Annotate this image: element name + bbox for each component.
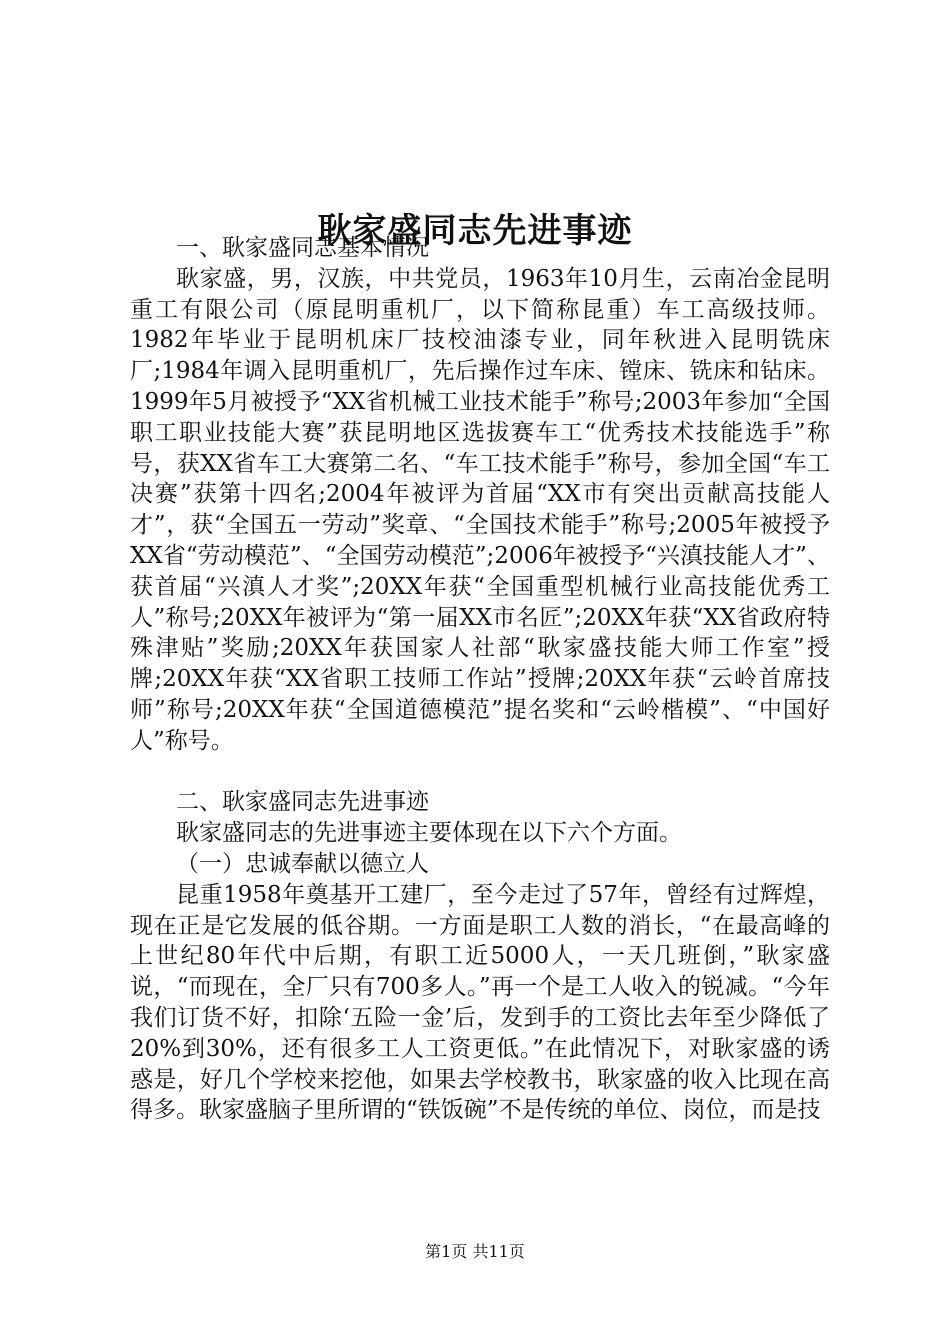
section-2-intro: 耿家盛同志的先进事迹主要体现在以下六个方面。 (176, 820, 682, 847)
subsection-1-heading: （一）忠诚奉献以德立人 (176, 850, 429, 877)
document-body (130, 233, 830, 1126)
document-title: 耿家盛同志先进事迹 (317, 210, 633, 251)
section-1-paragraph: 耿家盛，男，汉族，中共党员，1963年10月生，云南冶金昆明重工有限公司（原昆明重机厂，以下简称昆重）车工高级技师。1982年毕业于昆明机床厂技校油漆专业，同年秋进入昆明铣床厂;1984年调入昆明重机厂，先后操作过车床、镗床、铣床和钻床。1999年5月被授予“XX省机械工业技术能手”称号;2003年参加“全国职工职业技能大赛”获昆明地区选拔赛车工“优秀技术技能选手”称号，获XX省车工大赛第二名、“车工技术能手”称号，参加全国“车工决赛”获第十四名;2004年被评为首届“XX市有突出贡献高技能人才”，获“全国五一劳动”奖章、“全国技术能手”称号;2005年被授予XX省“劳动模范”、“全国劳动模范”;2006年被授予“兴滇技能人才”、获首届“兴滇人才奖”;20XX年获“全国重型机械行业高技能优秀工人”称号;20XX年被评为“第一届XX市名匠”;20XX年获“XX省政府特殊津贴”奖励;20XX年获国家人社部“耿家盛技能大师工作室”授牌;20XX年获“XX省职工技师工作站”授牌;20XX年获“云岭首席技师”称号;20XX年获“全国道德模范”提名奖和“云岭楷模”、“中国好人”称号。 (130, 265, 830, 754)
blank-line (130, 757, 830, 788)
page-footer: 第1页 共11页 (425, 1242, 525, 1261)
section-2-heading: 二、耿家盛同志先进事迹 (176, 789, 429, 816)
section-1-heading: 一、耿家盛同志基本情况 (176, 235, 429, 261)
subsection-1-paragraph: 昆重1958年奠基开工建厂，至今走过了57年，曾经有过辉煌，现在正是它发展的低谷期。一方面是职工人数的消长，“在最高峰的上世纪80年代中后期，有职工近5000人，一天几班倒，”耿家盛说，“而现在，全厂只有700多人。”再一个是工人收入的锐减。“今年我们订货不好，扣除‘五险一金’后，发到手的工资比去年至少降低了20%到30%，还有很多工人工资更低。”在此情况下，对耿家盛的诱惑是，好几个学校来挖他，如果去学校教书，耿家盛的收入比现在高得多。耿家盛脑子里所谓的“铁饭碗”不是传统的单位、岗位，而是技 (130, 881, 830, 1124)
